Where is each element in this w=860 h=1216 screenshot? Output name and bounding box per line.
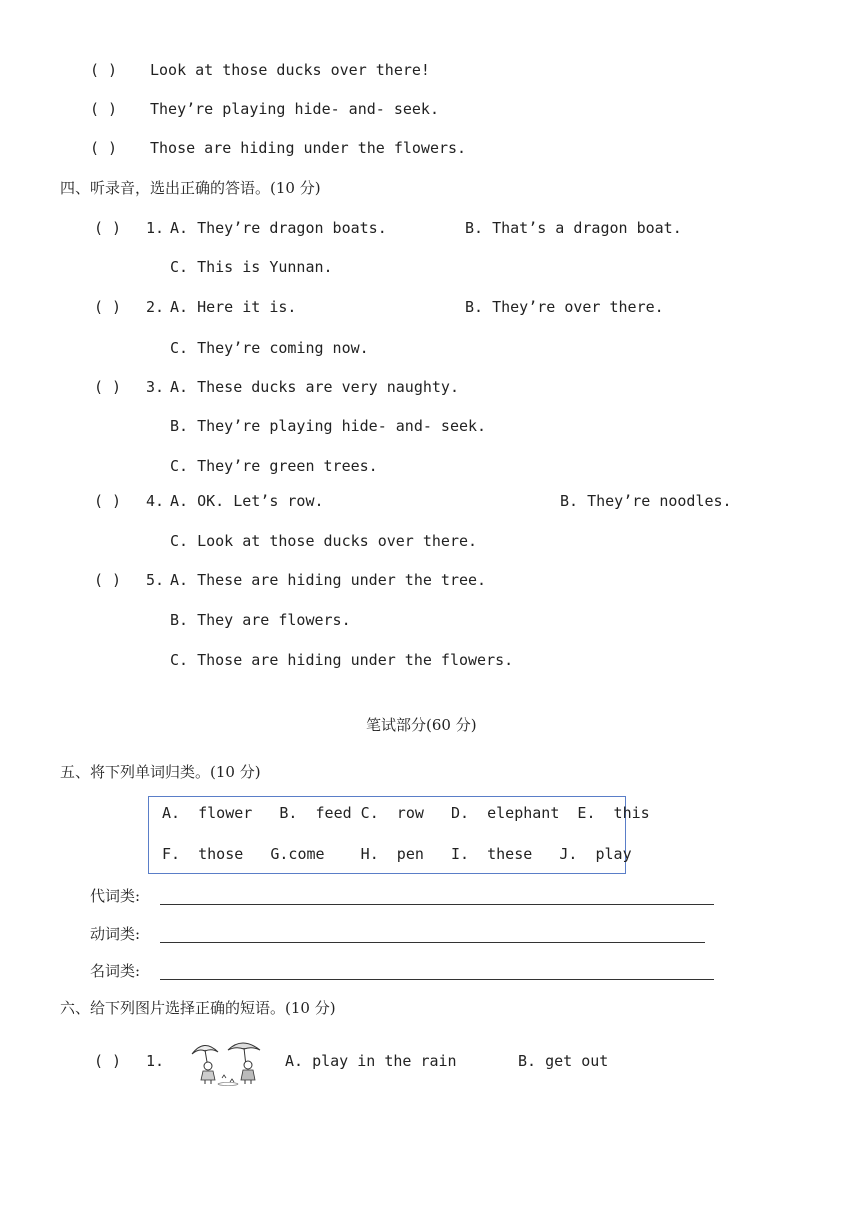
section5-heading: 五、将下列单词归类。(10 分) bbox=[60, 763, 261, 781]
q4-option-c: C. Look at those ducks over there. bbox=[170, 532, 478, 550]
s6-q1-option-b: B. get out bbox=[518, 1052, 609, 1070]
q5-number: 5. bbox=[146, 571, 165, 589]
q5-option-b: B. They are flowers. bbox=[170, 611, 351, 629]
q3-option-a: A. These ducks are very naughty. bbox=[170, 378, 459, 396]
category-pronoun-answer-line[interactable] bbox=[160, 904, 714, 905]
top-item-paren: ( ) bbox=[90, 139, 118, 157]
q4-option-b: B. They’re noodles. bbox=[560, 492, 732, 510]
s6-q1-option-a: A. play in the rain bbox=[285, 1052, 457, 1070]
section4-heading: 四、听录音，选出正确的答语。(10 分) bbox=[60, 179, 321, 197]
section6-heading: 六、给下列图片选择正确的短语。(10 分) bbox=[60, 999, 336, 1017]
q5-option-c: C. Those are hiding under the flowers. bbox=[170, 651, 514, 669]
top-item-text: They’re playing hide- and- seek. bbox=[150, 100, 439, 118]
q3-number: 3. bbox=[146, 378, 165, 396]
q3-paren: ( ) bbox=[94, 378, 122, 396]
q5-option-a: A. These are hiding under the tree. bbox=[170, 571, 487, 589]
s6-q1-paren: ( ) bbox=[94, 1052, 122, 1070]
word-bank-row-2: F. those G.come H. pen I. these J. play bbox=[162, 845, 632, 863]
category-verb-answer-line[interactable] bbox=[160, 942, 705, 943]
q2-option-c: C. They’re coming now. bbox=[170, 339, 369, 357]
q1-option-a: A. They’re dragon boats. bbox=[170, 219, 387, 237]
q4-option-a: A. OK. Let’s row. bbox=[170, 492, 324, 510]
q2-number: 2. bbox=[146, 298, 165, 316]
q2-option-a: A. Here it is. bbox=[170, 298, 297, 316]
top-item-text: Those are hiding under the flowers. bbox=[150, 139, 467, 157]
q1-option-b: B. That’s a dragon boat. bbox=[465, 219, 682, 237]
category-pronoun-label: 代词类: bbox=[90, 887, 141, 905]
q4-number: 4. bbox=[146, 492, 165, 510]
written-part-title: 笔试部分(60 分) bbox=[366, 716, 477, 734]
q2-paren: ( ) bbox=[94, 298, 122, 316]
q3-option-b: B. They’re playing hide- and- seek. bbox=[170, 417, 487, 435]
category-noun-label: 名词类: bbox=[90, 962, 141, 980]
s6-q1-number: 1. bbox=[146, 1052, 165, 1070]
top-item-paren: ( ) bbox=[90, 100, 118, 118]
q1-paren: ( ) bbox=[94, 219, 122, 237]
q5-paren: ( ) bbox=[94, 571, 122, 589]
top-item-text: Look at those ducks over there! bbox=[150, 61, 430, 79]
q3-option-c: C. They’re green trees. bbox=[170, 457, 378, 475]
category-verb-label: 动词类: bbox=[90, 925, 141, 943]
q1-option-c: C. This is Yunnan. bbox=[170, 258, 333, 276]
q1-number: 1. bbox=[146, 219, 165, 237]
q2-option-b: B. They’re over there. bbox=[465, 298, 664, 316]
top-item-paren: ( ) bbox=[90, 61, 118, 79]
category-noun-answer-line[interactable] bbox=[160, 979, 714, 980]
word-bank-row-1: A. flower B. feed C. row D. elephant E. this bbox=[162, 804, 650, 822]
q4-paren: ( ) bbox=[94, 492, 122, 510]
children-with-umbrellas-image bbox=[188, 1038, 268, 1086]
